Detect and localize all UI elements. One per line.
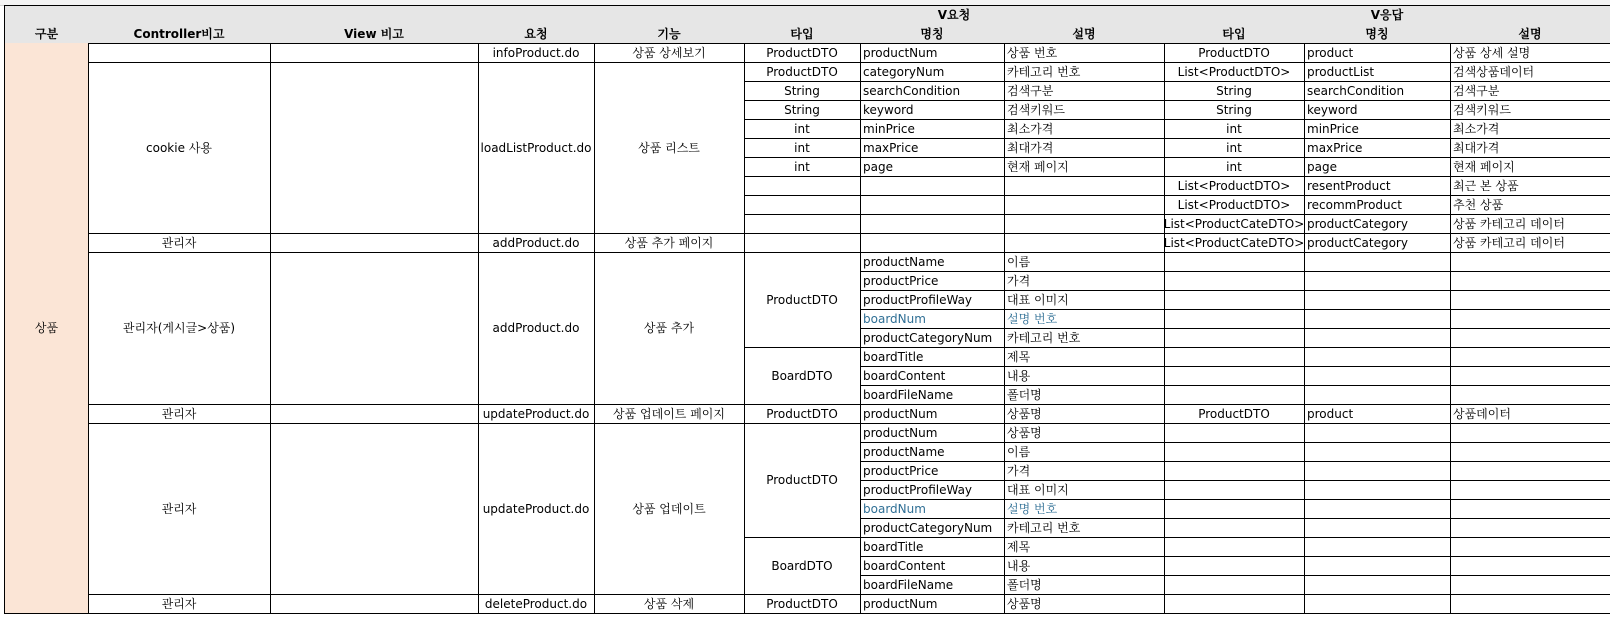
header-category[interactable]: 구분 <box>4 24 89 44</box>
request-desc-cell[interactable]: 검색구분 <box>1004 81 1165 101</box>
response-type-cell[interactable]: List<ProductDTO> <box>1164 195 1305 215</box>
response-type-cell[interactable]: int <box>1164 157 1305 177</box>
view-note-cell[interactable] <box>270 423 479 595</box>
function-cell[interactable]: 상품 삭제 <box>594 594 745 614</box>
request-desc-cell[interactable]: 내용 <box>1004 556 1165 576</box>
header-res-desc[interactable]: 설명 <box>1450 24 1610 44</box>
response-name-cell[interactable]: recommProduct <box>1304 195 1451 215</box>
request-desc-cell[interactable]: 이름 <box>1004 442 1165 462</box>
response-name-cell[interactable] <box>1304 575 1451 595</box>
response-type-cell[interactable]: ProductDTO <box>1164 404 1305 424</box>
request-type-cell[interactable]: BoardDTO <box>744 347 861 405</box>
response-desc-cell[interactable] <box>1450 575 1610 595</box>
request-name-cell[interactable] <box>860 195 1005 215</box>
response-type-cell[interactable] <box>1164 385 1305 405</box>
request-type-cell[interactable]: ProductDTO <box>744 252 861 348</box>
response-type-cell[interactable]: List<ProductCateDTO> <box>1164 214 1305 234</box>
view-note-cell[interactable] <box>270 62 479 234</box>
request-desc-cell[interactable]: 대표 이미지 <box>1004 290 1165 310</box>
response-name-cell[interactable] <box>1304 499 1451 519</box>
function-cell[interactable]: 상품 상세보기 <box>594 43 745 63</box>
request-name-cell[interactable]: productPrice <box>860 271 1005 291</box>
response-name-cell[interactable] <box>1304 347 1451 367</box>
response-name-cell[interactable] <box>1304 423 1451 443</box>
response-name-cell[interactable]: maxPrice <box>1304 138 1451 158</box>
request-cell[interactable]: addProduct.do <box>478 252 595 405</box>
response-desc-cell[interactable] <box>1450 290 1610 310</box>
response-type-cell[interactable]: List<ProductCateDTO> <box>1164 233 1305 253</box>
function-cell[interactable]: 상품 추가 <box>594 252 745 405</box>
response-desc-cell[interactable] <box>1450 556 1610 576</box>
request-name-cell[interactable]: productCategoryNum <box>860 518 1005 538</box>
request-name-cell[interactable] <box>860 176 1005 196</box>
header-req-type[interactable]: 타입 <box>744 24 861 44</box>
request-cell[interactable]: updateProduct.do <box>478 404 595 424</box>
header-view-note[interactable]: View 비고 <box>270 24 479 44</box>
response-name-cell[interactable] <box>1304 309 1451 329</box>
request-desc-cell[interactable]: 최소가격 <box>1004 119 1165 139</box>
response-desc-cell[interactable] <box>1450 461 1610 481</box>
request-desc-cell[interactable] <box>1004 214 1165 234</box>
response-type-cell[interactable]: List<ProductDTO> <box>1164 176 1305 196</box>
request-type-cell[interactable]: ProductDTO <box>744 404 861 424</box>
request-name-cell[interactable]: minPrice <box>860 119 1005 139</box>
response-type-cell[interactable] <box>1164 556 1305 576</box>
response-type-cell[interactable] <box>1164 328 1305 348</box>
function-cell[interactable]: 상품 추가 페이지 <box>594 233 745 253</box>
view-note-cell[interactable] <box>270 594 479 614</box>
controller-note-cell[interactable]: 관리자(게시글>상품) <box>88 252 271 405</box>
view-note-cell[interactable] <box>270 233 479 253</box>
request-desc-cell[interactable]: 설명 번호 <box>1004 309 1165 329</box>
request-type-cell[interactable]: ProductDTO <box>744 594 861 614</box>
response-desc-cell[interactable]: 추천 상품 <box>1450 195 1610 215</box>
request-desc-cell[interactable]: 현재 페이지 <box>1004 157 1165 177</box>
response-type-cell[interactable] <box>1164 252 1305 272</box>
response-desc-cell[interactable] <box>1450 480 1610 500</box>
request-type-cell[interactable] <box>744 233 861 253</box>
request-name-cell[interactable]: page <box>860 157 1005 177</box>
request-desc-cell[interactable]: 가격 <box>1004 271 1165 291</box>
response-desc-cell[interactable]: 상품 카테고리 데이터 <box>1450 233 1610 253</box>
request-desc-cell[interactable]: 가격 <box>1004 461 1165 481</box>
response-desc-cell[interactable]: 검색구분 <box>1450 81 1610 101</box>
request-type-cell[interactable]: int <box>744 157 861 177</box>
request-cell[interactable]: infoProduct.do <box>478 43 595 63</box>
header-function[interactable]: 기능 <box>594 24 745 44</box>
response-name-cell[interactable]: page <box>1304 157 1451 177</box>
header-res-name[interactable]: 명칭 <box>1304 24 1451 44</box>
request-desc-cell[interactable]: 이름 <box>1004 252 1165 272</box>
request-desc-cell[interactable]: 제목 <box>1004 537 1165 557</box>
response-name-cell[interactable]: minPrice <box>1304 119 1451 139</box>
response-desc-cell[interactable]: 최근 본 상품 <box>1450 176 1610 196</box>
response-type-cell[interactable] <box>1164 309 1305 329</box>
header-controller-note[interactable]: Controller비고 <box>88 24 271 44</box>
request-name-cell[interactable]: productName <box>860 442 1005 462</box>
controller-note-cell[interactable] <box>88 43 271 63</box>
request-type-cell[interactable]: ProductDTO <box>744 62 861 82</box>
response-desc-cell[interactable] <box>1450 271 1610 291</box>
request-type-cell[interactable]: int <box>744 119 861 139</box>
request-name-cell[interactable]: boardContent <box>860 556 1005 576</box>
view-note-cell[interactable] <box>270 404 479 424</box>
response-type-cell[interactable] <box>1164 518 1305 538</box>
response-name-cell[interactable]: productCategory <box>1304 233 1451 253</box>
header-req-desc[interactable]: 설명 <box>1004 24 1165 44</box>
request-desc-cell[interactable] <box>1004 195 1165 215</box>
header-req-name[interactable]: 명칭 <box>860 24 1005 44</box>
request-name-cell[interactable]: productNum <box>860 43 1005 63</box>
request-type-cell[interactable]: BoardDTO <box>744 537 861 595</box>
response-type-cell[interactable] <box>1164 480 1305 500</box>
request-name-cell[interactable]: productProfileWay <box>860 290 1005 310</box>
response-type-cell[interactable]: ProductDTO <box>1164 43 1305 63</box>
function-cell[interactable]: 상품 업데이트 페이지 <box>594 404 745 424</box>
response-desc-cell[interactable] <box>1450 594 1610 614</box>
request-name-cell[interactable]: boardNum <box>860 499 1005 519</box>
header-v-response-group[interactable]: V응답 <box>1164 5 1610 25</box>
controller-note-cell[interactable]: 관리자 <box>88 404 271 424</box>
request-desc-cell[interactable]: 폴더명 <box>1004 385 1165 405</box>
response-name-cell[interactable] <box>1304 461 1451 481</box>
header-res-type[interactable]: 타입 <box>1164 24 1305 44</box>
request-desc-cell[interactable]: 카테고리 번호 <box>1004 328 1165 348</box>
response-type-cell[interactable] <box>1164 423 1305 443</box>
request-name-cell[interactable]: boardNum <box>860 309 1005 329</box>
response-desc-cell[interactable]: 상품 카테고리 데이터 <box>1450 214 1610 234</box>
request-desc-cell[interactable]: 상품명 <box>1004 404 1165 424</box>
response-desc-cell[interactable]: 상품 상세 설명 <box>1450 43 1610 63</box>
request-type-cell[interactable]: int <box>744 138 861 158</box>
request-type-cell[interactable]: String <box>744 100 861 120</box>
response-desc-cell[interactable] <box>1450 423 1610 443</box>
response-desc-cell[interactable] <box>1450 537 1610 557</box>
response-name-cell[interactable]: product <box>1304 43 1451 63</box>
response-desc-cell[interactable] <box>1450 347 1610 367</box>
response-name-cell[interactable]: resentProduct <box>1304 176 1451 196</box>
response-desc-cell[interactable] <box>1450 518 1610 538</box>
response-name-cell[interactable] <box>1304 480 1451 500</box>
response-name-cell[interactable]: keyword <box>1304 100 1451 120</box>
request-type-cell[interactable] <box>744 195 861 215</box>
response-desc-cell[interactable] <box>1450 309 1610 329</box>
response-desc-cell[interactable] <box>1450 499 1610 519</box>
response-desc-cell[interactable]: 최소가격 <box>1450 119 1610 139</box>
request-desc-cell[interactable]: 카테고리 번호 <box>1004 62 1165 82</box>
request-name-cell[interactable]: searchCondition <box>860 81 1005 101</box>
response-name-cell[interactable] <box>1304 290 1451 310</box>
request-type-cell[interactable]: String <box>744 81 861 101</box>
function-cell[interactable]: 상품 업데이트 <box>594 423 745 595</box>
category-cell[interactable]: 상품 <box>4 43 89 614</box>
request-desc-cell[interactable]: 검색키워드 <box>1004 100 1165 120</box>
response-desc-cell[interactable] <box>1450 328 1610 348</box>
response-type-cell[interactable] <box>1164 594 1305 614</box>
header-blank-cell[interactable] <box>4 5 745 25</box>
request-name-cell[interactable]: boardTitle <box>860 347 1005 367</box>
request-name-cell[interactable]: keyword <box>860 100 1005 120</box>
request-name-cell[interactable]: productPrice <box>860 461 1005 481</box>
response-name-cell[interactable]: searchCondition <box>1304 81 1451 101</box>
response-type-cell[interactable] <box>1164 271 1305 291</box>
response-name-cell[interactable] <box>1304 252 1451 272</box>
request-name-cell[interactable]: boardFileName <box>860 385 1005 405</box>
request-desc-cell[interactable]: 대표 이미지 <box>1004 480 1165 500</box>
header-v-request-group[interactable]: V요청 <box>744 5 1165 25</box>
request-type-cell[interactable]: ProductDTO <box>744 43 861 63</box>
response-name-cell[interactable]: productList <box>1304 62 1451 82</box>
response-name-cell[interactable]: productCategory <box>1304 214 1451 234</box>
request-name-cell[interactable]: productCategoryNum <box>860 328 1005 348</box>
request-desc-cell[interactable]: 카테고리 번호 <box>1004 518 1165 538</box>
request-name-cell[interactable]: maxPrice <box>860 138 1005 158</box>
request-desc-cell[interactable]: 제목 <box>1004 347 1165 367</box>
controller-note-cell[interactable]: 관리자 <box>88 594 271 614</box>
request-cell[interactable]: addProduct.do <box>478 233 595 253</box>
response-name-cell[interactable] <box>1304 271 1451 291</box>
response-type-cell[interactable] <box>1164 290 1305 310</box>
request-type-cell[interactable] <box>744 176 861 196</box>
request-name-cell[interactable]: boardTitle <box>860 537 1005 557</box>
header-request[interactable]: 요청 <box>478 24 595 44</box>
response-type-cell[interactable] <box>1164 442 1305 462</box>
response-name-cell[interactable] <box>1304 366 1451 386</box>
response-type-cell[interactable]: int <box>1164 138 1305 158</box>
request-name-cell[interactable]: productNum <box>860 594 1005 614</box>
request-name-cell[interactable]: productNum <box>860 423 1005 443</box>
request-cell[interactable]: updateProduct.do <box>478 423 595 595</box>
response-desc-cell[interactable]: 현재 페이지 <box>1450 157 1610 177</box>
controller-note-cell[interactable]: cookie 사용 <box>88 62 271 234</box>
request-cell[interactable]: loadListProduct.do <box>478 62 595 234</box>
request-desc-cell[interactable]: 최대가격 <box>1004 138 1165 158</box>
response-name-cell[interactable] <box>1304 537 1451 557</box>
response-desc-cell[interactable] <box>1450 442 1610 462</box>
request-name-cell[interactable] <box>860 233 1005 253</box>
response-desc-cell[interactable]: 최대가격 <box>1450 138 1610 158</box>
request-name-cell[interactable]: productProfileWay <box>860 480 1005 500</box>
response-type-cell[interactable] <box>1164 461 1305 481</box>
request-desc-cell[interactable] <box>1004 233 1165 253</box>
response-type-cell[interactable]: List<ProductDTO> <box>1164 62 1305 82</box>
request-desc-cell[interactable]: 상품명 <box>1004 594 1165 614</box>
response-type-cell[interactable]: int <box>1164 119 1305 139</box>
response-name-cell[interactable] <box>1304 328 1451 348</box>
request-name-cell[interactable]: categoryNum <box>860 62 1005 82</box>
request-name-cell[interactable]: productNum <box>860 404 1005 424</box>
request-name-cell[interactable] <box>860 214 1005 234</box>
response-name-cell[interactable] <box>1304 556 1451 576</box>
request-desc-cell[interactable] <box>1004 176 1165 196</box>
request-desc-cell[interactable]: 상품 번호 <box>1004 43 1165 63</box>
request-desc-cell[interactable]: 설명 번호 <box>1004 499 1165 519</box>
view-note-cell[interactable] <box>270 43 479 63</box>
response-name-cell[interactable] <box>1304 518 1451 538</box>
request-name-cell[interactable]: boardFileName <box>860 575 1005 595</box>
request-desc-cell[interactable]: 내용 <box>1004 366 1165 386</box>
request-name-cell[interactable]: boardContent <box>860 366 1005 386</box>
response-desc-cell[interactable] <box>1450 252 1610 272</box>
response-desc-cell[interactable]: 검색키워드 <box>1450 100 1610 120</box>
controller-note-cell[interactable]: 관리자 <box>88 423 271 595</box>
request-name-cell[interactable]: productName <box>860 252 1005 272</box>
response-type-cell[interactable] <box>1164 499 1305 519</box>
request-cell[interactable]: deleteProduct.do <box>478 594 595 614</box>
response-desc-cell[interactable]: 상품데이터 <box>1450 404 1610 424</box>
response-type-cell[interactable] <box>1164 366 1305 386</box>
response-type-cell[interactable] <box>1164 537 1305 557</box>
controller-note-cell[interactable]: 관리자 <box>88 233 271 253</box>
response-name-cell[interactable] <box>1304 594 1451 614</box>
response-type-cell[interactable]: String <box>1164 100 1305 120</box>
view-note-cell[interactable] <box>270 252 479 405</box>
request-desc-cell[interactable]: 상품명 <box>1004 423 1165 443</box>
request-desc-cell[interactable]: 폴더명 <box>1004 575 1165 595</box>
response-desc-cell[interactable]: 검색상품데이터 <box>1450 62 1610 82</box>
response-name-cell[interactable] <box>1304 442 1451 462</box>
response-type-cell[interactable] <box>1164 347 1305 367</box>
function-cell[interactable]: 상품 리스트 <box>594 62 745 234</box>
response-name-cell[interactable] <box>1304 385 1451 405</box>
response-type-cell[interactable] <box>1164 575 1305 595</box>
response-desc-cell[interactable] <box>1450 385 1610 405</box>
request-type-cell[interactable] <box>744 214 861 234</box>
response-type-cell[interactable]: String <box>1164 81 1305 101</box>
response-name-cell[interactable]: product <box>1304 404 1451 424</box>
response-desc-cell[interactable] <box>1450 366 1610 386</box>
request-type-cell[interactable]: ProductDTO <box>744 423 861 538</box>
